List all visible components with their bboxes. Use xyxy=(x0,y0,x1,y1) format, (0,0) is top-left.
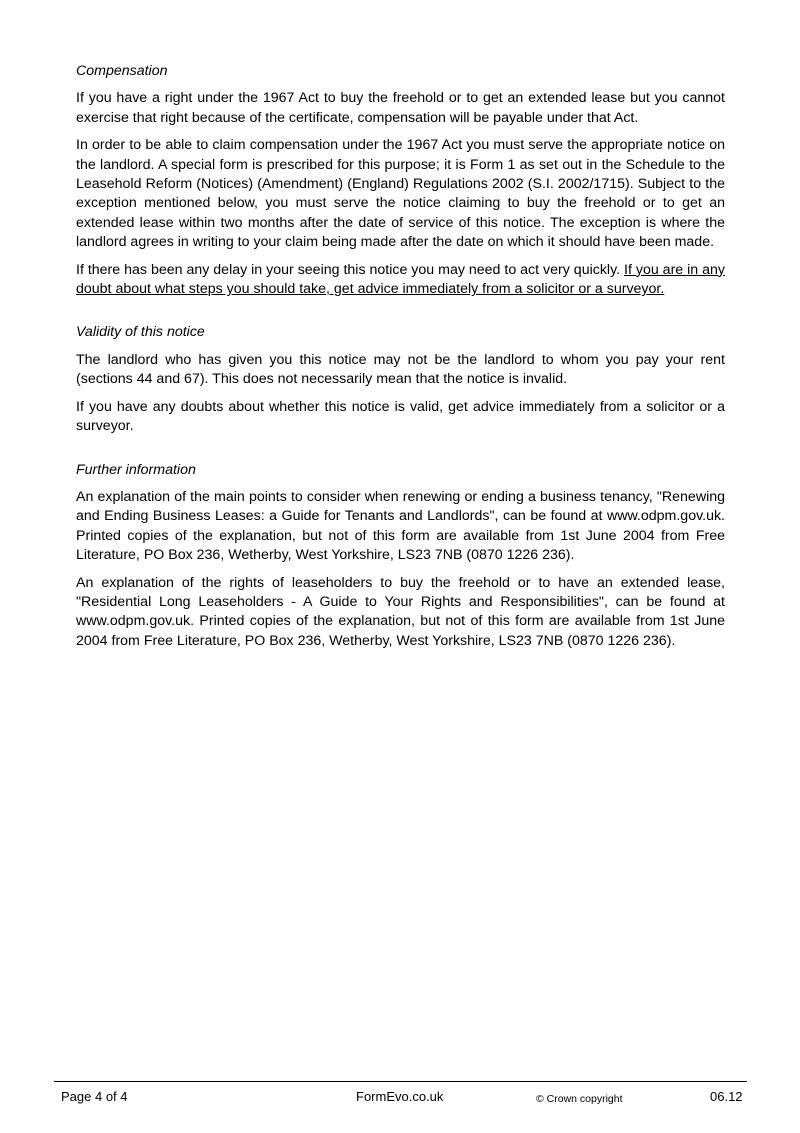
delay-underlined-advice: If you are in any doubt about what steps you should take, get advice immediately from a solicitor or a surveyor. xyxy=(76,261,725,298)
section-heading: Compensation xyxy=(76,63,168,79)
section-heading: Further information xyxy=(76,461,196,478)
paragraph: The landlord who has given you this notice may not be the landlord to whom you pay your rent (sections 44 and 67). This does not necessarily mean that the notice is invalid. xyxy=(76,351,725,388)
footer-version: 06.12 xyxy=(710,1089,743,1104)
footer-page-number: Page 4 of 4 xyxy=(61,1089,128,1104)
section-validity xyxy=(76,323,725,436)
section-heading: Validity of this notice xyxy=(76,324,205,341)
footer-copyright: © Crown copyright xyxy=(536,1093,623,1105)
section-compensation xyxy=(76,62,725,299)
section-further-information xyxy=(76,461,725,652)
paragraph: If you have any doubts about whether this notice is valid, get advice immediately from a solicitor or a surveyor. xyxy=(76,398,725,435)
paragraph-delay xyxy=(76,261,725,300)
paragraph: If you have a right under the 1967 Act to buy the freehold or to get an extended lease but you cannot exercise that right because of the certificate, compensation will be payable under that Act. xyxy=(76,90,725,126)
delay-text: If there has been any delay in your seeing this notice you may need to act very quickly. xyxy=(76,261,625,278)
footer-site-name: FormEvo.co.uk xyxy=(356,1089,444,1104)
paragraph: In order to be able to claim compensation under the 1967 Act you must serve the appropriate notice on the landlord. A special form is prescribed for this purpose; it is Form 1 as set out in the Schedule to the Leasehold Reform (Notices) (Amendment) (England) Regulations 2002 (S.I. 2002/1715). Subject to the exception mentioned below, you must serve the notice claiming to buy the freehold or to get an extended lease within two months after the date of service of this notice. The exception is where the landlord agrees in writing to your claim being made after the date on which it should have been made. xyxy=(76,137,725,251)
footer-divider xyxy=(54,1081,747,1082)
paragraph: An explanation of the main points to consider when renewing or ending a business tenancy, "Renewing and Ending Business Leases: a Guide for Tenants and Landlords", can be found at www.odpm.gov.uk. Printed copies of the explanation, but not of this form are available from 1st June 2004 from Free Literature, PO Box 236, Wetherby, West Yorkshire, LS23 7NB (0870 1226 236). xyxy=(76,488,725,564)
paragraph: An explanation of the rights of leaseholders to buy the freehold or to have an extended lease, "Residential Long Leaseholders - A Guide to Your Rights and Responsibilities", can be found at www.odpm.gov.uk. Printed copies of the explanation, but not of this form are available from 1st June 2004 from Free Literature, PO Box 236, Wetherby, West Yorkshire, LS23 7NB (0870 1226 236). xyxy=(76,574,725,649)
document-body xyxy=(76,62,725,659)
